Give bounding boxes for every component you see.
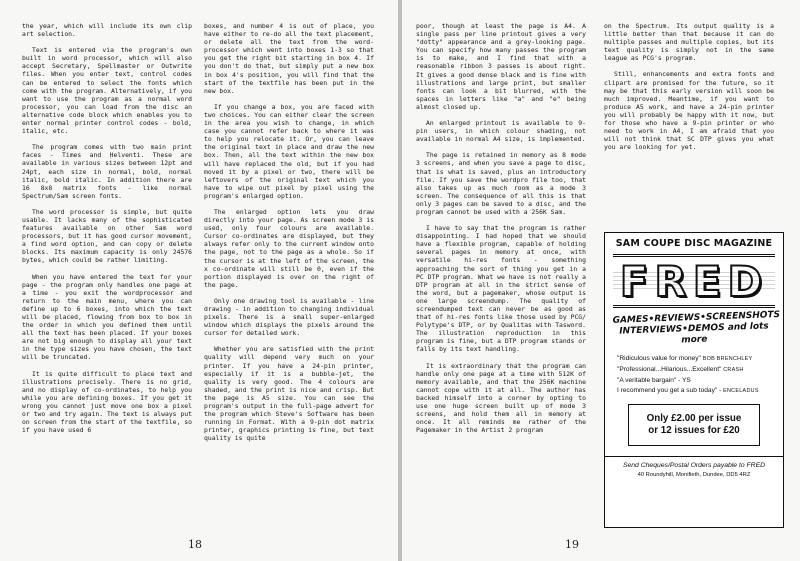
logo-stripes (613, 272, 775, 290)
paragraph: If you change a box, you are faced with two choices. You can either clear the screen in the area you wish to change, in which case you cannot refer back to where it was to help you relocate it. Or, you can leave the original text in place and draw the new box. Then, all the text within the new box will have replaced the old, but if you had moved it by a pixel or two, there will be leftovers of the original text which you have to wipe out pixel by pixel using the program's enlarged option. (204, 102, 374, 200)
advert-address (605, 456, 783, 478)
paragraph: poor, though at least the page is A4. A single pass per line printout gives a very "dotty" appearance and a grey-looking page. You can specify how many passes the program is to make, and I find that with a reasonable ribbon 3 passes is about right. It gives a good dense black and is fine with illustrations and large print, but smaller fonts can look a bit blurred, with the spaces in letters like "a" and "e" being almost closed up. (416, 22, 586, 111)
fred-magazine-advert (604, 232, 784, 528)
postal-address: 40 Roundyhill, Monifieth, Dundee, DD5 4RZ (637, 472, 751, 478)
paragraph: I have to say that the program is rather disappointing. I had hoped that we should have a flexible program, capable of holding several pages in memory at once, with versatile hi-res fonts - something approaching the sort of thing you get in a PC DTP program. What we have is not really a DTP program at all in the strict sense of the word, but a pagemaker, whose output is one large screendump. The quality of screendumped text can never be as good as that of hi-res fonts like those used by PCG/ Polytype's DTP, or by Qualitas with Tasword. The illustration reproduction in this program is fine, but a DTP program stands or falls by its text handling. (416, 224, 586, 354)
paragraph: The program comes with two main print faces - Times and Helventi. These are available in various sizes between 12pt and 24pt, each size in normal, bold, normal italic, bold italic. In addition there are 16 8x8 matrix fonts - like normal Spectrum/Sam screen fonts. (22, 143, 192, 200)
right-column-2 (604, 22, 774, 227)
paragraph: on the Spectrum. Its output quality is a little better than that because it can do multiple passes and multiple copies, but its text quality is simply not in the same league as PCG's program. (604, 22, 774, 63)
paragraph: boxes, and number 4 is out of place, you have either to re-do all the text placement, or delete all the text from the word-processor which went into boxes 1-3 so that you get the right bit starting in box 4. If you don't do that, but simply put a new box in box 4's position, you will find that the start of the textfile has been put in the new box. (204, 22, 374, 95)
left-column-1 (22, 22, 192, 532)
advert-quotes (617, 354, 771, 396)
paragraph: The word processor is simple, but quite usable. It lacks many of the sophisticated features available on other Sam word processors, but it has good cursor movement, a find word option, and can copy or delete blocks. Its maximum capacity is only 24576 bytes, which could be rather limiting. (22, 207, 192, 265)
tagline-line-2: INTERVIEWS•DEMOS and lots more (619, 321, 769, 346)
page-18 (0, 0, 398, 561)
page-19 (402, 0, 800, 561)
paragraph: It is quite difficult to place text and illustrations precisely. There is no grid, and no display of co-ordinates, to help you while you are defining boxes. If you get it wrong you cannot just move one box a pixel or two and try again. The text is always put on screen from the start of the textfile, so if you have used 6 (22, 369, 192, 435)
advert-tagline (612, 309, 781, 349)
paragraph: When you have entered the text for your page - the program only handles one page at a time - you exit the wordprocessor and return to the main menu, where you can define up to 6 boxes, into which the text will be placed, flowing from box to box in the order in which you defined them until all the text has been placed. If your boxes are not big enough to display all your text in the type sizes you have chosen, the text will be truncated. (22, 272, 192, 362)
paragraph: Only one drawing tool is available - line drawing - in addition to changing individual pixels. There is a small super-enlarged window which displays the pixels around the cursor for detailed work. (204, 296, 374, 338)
paragraph: the year, which will include its own clip art selection. (22, 22, 192, 39)
paragraph: The page is retained in memory as 8 mode 3 screens, and when you save a page to disc, that is what is saved, plus an introductory file. If you save the wordpro file too, that also takes up as much room as a mode 3 screen. The consequence of all this is that only 3 pages can be saved to a disc, and the program cannot be used with a 256K Sam. (416, 151, 586, 216)
tagline-line-1: GAMES•REVIEWS•SCREENSHOTS (612, 309, 781, 326)
paragraph: Whether you are satisfied with the print quality will depend very much on your printer. If you have a 24-pin printer, especially if it is a bubble-jet, the quality is very good. The 4 colours are shaded, and the print is nice and crisp. But the page is A5 size. You can see the program's output in the full-page advert for the program which Steve's Software has been running in Format. With a 9-pin dot matrix printer, graphics printing is fine, but text quality is quite (204, 345, 374, 443)
paragraph: It is extraordinary that the program can handle only one page at a time with 512K of memory available, and that the 256K machine cannot cope with it at all. The author has backed himself into a corner by opting to use one huge screen built up of mode 3 screens, and hold them all in memory at once. It all reminds me rather of the Pagemaker in the Artist 2 program (416, 361, 586, 435)
quote: I recommend you get a sub today" - ENCELADUS (617, 387, 759, 394)
left-column-2 (204, 22, 374, 532)
right-column-1 (416, 22, 586, 532)
logo-text: FRED (619, 256, 769, 306)
paragraph: Text is entered via the program's own built in word processor, which will also accept Secretary, Spellmaster or Outwrite files. When you enter text, control codes can be entered to select the fonts which come with the program. Alternatively, if you want to use the program as a normal word processor, you can load from the disc an alternative code block which enables you to enter normal printer control codes - bold, italic, etc. (22, 46, 192, 136)
fred-logo (613, 254, 775, 308)
paragraph: An enlarged printout is available to 9-pin users, in which colour shading, not available in normal A4 size, is implemented. (416, 119, 586, 144)
quote: "Professional...Hilarious...Excellent" CRASH (617, 366, 744, 373)
payment-instructions: Send Cheques/Postal Orders payable to FRED (622, 462, 766, 469)
page-number: 19 (565, 538, 579, 551)
paragraph: The enlarged option lets you draw directly into your page. As screen mode 3 is used, only four colours are available. Cursor co-ordinates are displayed, but they always refer only to the current window onto the page, not to the page as a whole. So if the cursor is at the left of the screen, the x co-ordinate will still be 0, even if the portion displayed is over on the right of the page. (204, 207, 374, 289)
price-line-1: Only £2.00 per issue (646, 413, 742, 424)
page-number: 18 (188, 538, 202, 551)
advert-header: SAM COUPE DISC MAGAZINE (615, 238, 773, 249)
price-line-2: or 12 issues for £20 (648, 425, 740, 436)
quote: "Ridiculous value for money" BOB BRENCHLEY (617, 355, 753, 362)
quote: "A veritable bargain" - YS (617, 377, 691, 384)
paragraph: Still, enhancements and extra fonts and clipart are promised for the future, so it may be that this early version will soon be much improved. Meantime, if you want to produce A5 work, and have a 24-pin printer you will probably be happy with it now, but for those who have a 9-pin printer or who need to work in A4, I am afraid that you will not think that SC DTP gives you what you are looking for yet. (604, 70, 774, 152)
price-box (628, 404, 760, 446)
